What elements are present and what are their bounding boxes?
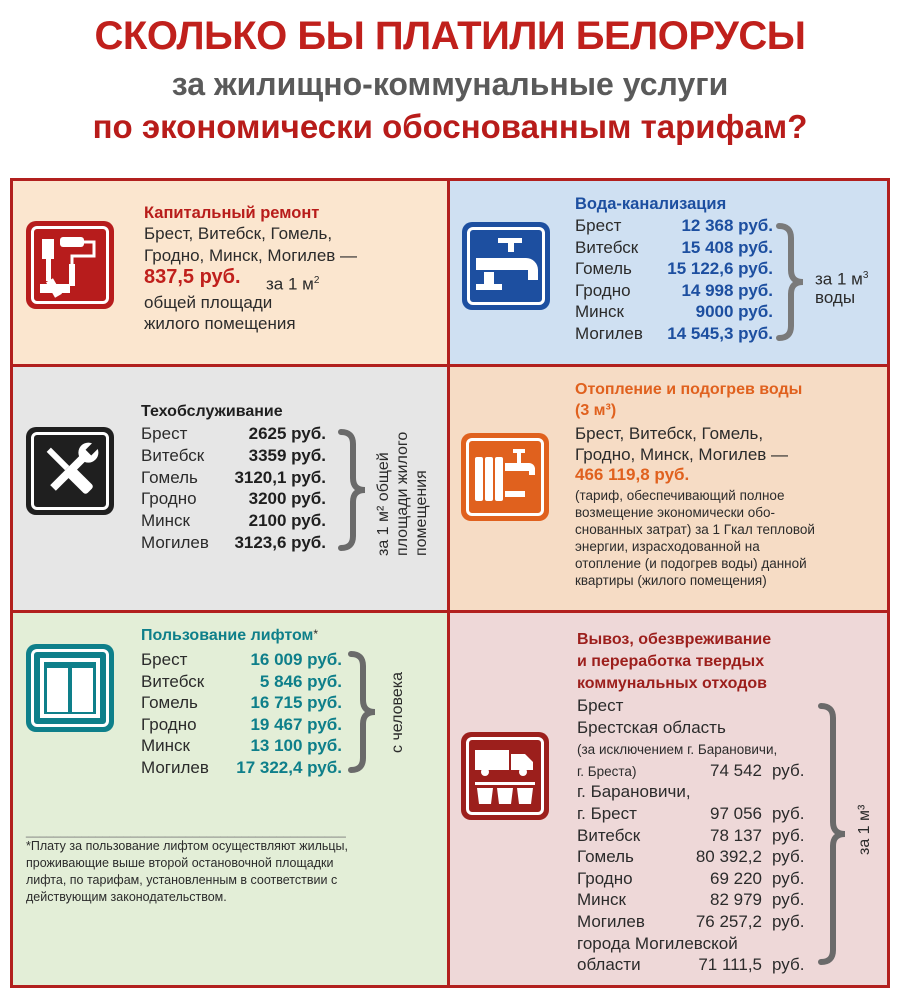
paint-roller-tools-icon [26, 221, 114, 309]
maintenance-brace [335, 428, 371, 552]
heating-heading-2: (3 м³) [575, 402, 617, 419]
capital-price: 837,5 руб. [144, 266, 241, 288]
waste-currency: руб. [772, 760, 805, 780]
waste-heading-3: коммунальных отходов [577, 675, 767, 692]
capital-unit: за 1 $м^2$ [266, 274, 320, 294]
water-price: 12 368 руб. [681, 216, 773, 235]
elevator-city: Минск [141, 736, 190, 756]
water-price: 14 998 руб. [681, 280, 773, 300]
waste-currency: руб. [772, 847, 805, 867]
elevator-city: Гомель [141, 693, 198, 713]
elevator-row [141, 649, 342, 671]
maintenance-row [141, 467, 326, 489]
elevator-city: Витебск [141, 671, 205, 691]
maintenance-price: 3200 руб. [248, 489, 326, 509]
elevator-price: 16 715 руб. [250, 693, 342, 713]
elevator-footnote-line: лифта, по тарифам, установленным в соответствии с [26, 873, 338, 887]
maintenance-row [141, 488, 326, 510]
water-price: 15 122,6 руб. [667, 259, 773, 279]
waste-label: области [577, 955, 641, 975]
radiator-tap-icon [461, 433, 549, 521]
water-row [575, 323, 773, 345]
waste-price: 71 111,5 [698, 955, 762, 975]
waste-currency: руб. [772, 912, 805, 931]
capital-area-line-1: общей площади [144, 293, 273, 312]
heating-note-line: квартиры (жилого помещения) [575, 573, 767, 588]
elevator-unit: с человека [389, 671, 406, 753]
heating-note [575, 487, 815, 589]
heating-note-line: снованных затрат) за 1 Гкал тепловой [575, 522, 815, 537]
heating-heading-1: Отопление и подогрев воды [575, 381, 803, 398]
maintenance-heading: Техобслуживание [141, 403, 283, 420]
water-unit-line-2: воды [815, 288, 856, 307]
elevator-city: Брест [141, 650, 188, 669]
divider-vertical [447, 181, 450, 985]
maintenance-city: Гомель [141, 467, 198, 487]
water-row [575, 215, 773, 237]
capital-heading: Капитальный ремонт [144, 204, 320, 222]
water-unit-line-1: за 1 $м^3$ [815, 269, 869, 289]
waste-currency: руб. [772, 825, 805, 845]
waste-price: 78 137 [710, 825, 762, 845]
elevator-price: 5 846 руб. [259, 671, 342, 691]
capital-area-line-2: жилого помещения [144, 314, 296, 333]
elevator-footnote-line: проживающие выше второй остановочной площадки [26, 856, 334, 870]
waste-label: Гомель [577, 847, 634, 867]
waste-price: 74 542 [710, 760, 762, 780]
waste-brace [815, 702, 851, 966]
maintenance-unit: за 1 м² общей площади жилого помещения [375, 431, 430, 556]
maintenance-price: 2625 руб. [248, 424, 326, 443]
maintenance-row [141, 445, 326, 467]
maintenance-price: 3359 руб. [248, 445, 326, 465]
maintenance-city: Брест [141, 424, 188, 443]
elevator-price: 16 009 руб. [250, 650, 342, 669]
maintenance-row [141, 532, 326, 554]
heating-note-line: отопление (и подогрев воды) данной [575, 556, 807, 571]
title-line-3: по экономически обоснованным тарифам? [92, 108, 808, 145]
water-brace [773, 222, 809, 342]
footnote-rule: ______________________________________________ [26, 824, 346, 838]
maintenance-city: Могилев [141, 533, 209, 552]
waste-currency: руб. [772, 890, 805, 910]
elevator-price: 17 322,4 руб. [236, 758, 342, 777]
elevator-row [141, 692, 342, 714]
heating-cities-line-1: Брест, Витебск, Гомель, [575, 424, 764, 443]
waste-price: 76 257,2 [695, 912, 762, 931]
maintenance-price: 2100 руб. [248, 511, 326, 531]
water-tap-icon [462, 222, 550, 310]
waste-label: города Могилевской [577, 933, 738, 953]
elevator-footnote-line: *Плату за пользование лифтом осуществляют жильцы, [26, 839, 349, 853]
maintenance-price: 3123,6 руб. [234, 533, 326, 552]
water-city: Могилев [575, 324, 643, 343]
elevator-row [141, 671, 342, 693]
waste-label: (за исключением г. Барановичи, [577, 742, 778, 758]
heating-price: 466 119,8 руб. [575, 465, 690, 484]
heating-note-line: возмещение экономически обо- [575, 505, 776, 520]
maintenance-price: 3120,1 руб. [234, 467, 326, 487]
elevator-heading: Пользование лифтом* [141, 627, 319, 644]
elevator-city: Гродно [141, 714, 197, 734]
water-price: 14 545,3 руб. [667, 324, 773, 343]
garbage-truck-bins-icon [461, 732, 549, 820]
waste-label: Гродно [577, 868, 633, 888]
waste-heading-1: Вывоз, обезвреживание [577, 631, 772, 648]
water-price: 15 408 руб. [681, 237, 773, 257]
water-city: Гродно [575, 280, 631, 300]
waste-label: г. Бреста) [577, 763, 637, 779]
heating-cities-line-2: Гродно, Минск, Могилев — [575, 445, 789, 464]
waste-label: Могилев [577, 912, 645, 931]
elevator-city: Могилев [141, 758, 209, 777]
elevator-row [141, 735, 342, 757]
waste-label: Минск [577, 890, 626, 910]
divider-horizontal-1 [13, 364, 887, 367]
maintenance-row [141, 423, 326, 445]
water-city: Гомель [575, 259, 632, 279]
title-line-1: СКОЛЬКО БЫ ПЛАТИЛИ БЕЛОРУСЫ [94, 14, 806, 58]
maintenance-city: Гродно [141, 489, 197, 509]
waste-heading-2: и переработка твердых [577, 653, 765, 670]
elevator-price: 19 467 руб. [250, 714, 342, 734]
wrench-screwdriver-icon [26, 427, 114, 515]
water-city: Витебск [575, 237, 639, 257]
water-price: 9000 руб. [695, 302, 773, 322]
waste-label: г. Барановичи, [577, 782, 691, 802]
waste-price: 97 056 [710, 804, 762, 823]
waste-label: Витебск [577, 825, 641, 845]
elevator-row [141, 757, 342, 779]
water-row [575, 301, 773, 323]
elevator-footnote [26, 838, 348, 906]
waste-label: Брест [577, 696, 624, 715]
elevator-doors-icon [26, 644, 114, 732]
waste-currency: руб. [772, 804, 805, 823]
waste-price: 69 220 [710, 868, 762, 888]
water-city: Брест [575, 216, 622, 235]
water-heading: Вода-канализация [575, 195, 727, 213]
waste-label: г. Брест [577, 804, 637, 823]
water-row [575, 258, 773, 280]
maintenance-city: Витебск [141, 445, 205, 465]
elevator-footnote-line: действующим законодательством. [26, 890, 227, 904]
elevator-row [141, 714, 342, 736]
heating-note-line: (тариф, обеспечивающий полное [575, 488, 785, 503]
elevator-price: 13 100 руб. [250, 736, 342, 756]
maintenance-row [141, 510, 326, 532]
waste-price: 82 979 [710, 890, 762, 910]
waste-currency: руб. [772, 868, 805, 888]
waste-unit: за 1 м³ [856, 804, 873, 855]
water-row [575, 237, 773, 259]
elevator-brace [345, 650, 381, 774]
maintenance-city: Минск [141, 511, 190, 531]
waste-price: 80 392,2 [695, 847, 762, 867]
capital-cities-line-2: Гродно, Минск, Могилев — [144, 246, 358, 265]
waste-currency: руб. [772, 955, 805, 975]
title-line-2: за жилищно-коммунальные услуги [171, 66, 729, 102]
capital-cities-line-1: Брест, Витебск, Гомель, [144, 224, 333, 243]
divider-horizontal-2 [13, 610, 887, 613]
water-city: Минск [575, 302, 624, 322]
water-row [575, 280, 773, 302]
heating-note-line: энергии, израсходованной на [575, 539, 760, 554]
waste-label: Брестская область [577, 717, 726, 737]
